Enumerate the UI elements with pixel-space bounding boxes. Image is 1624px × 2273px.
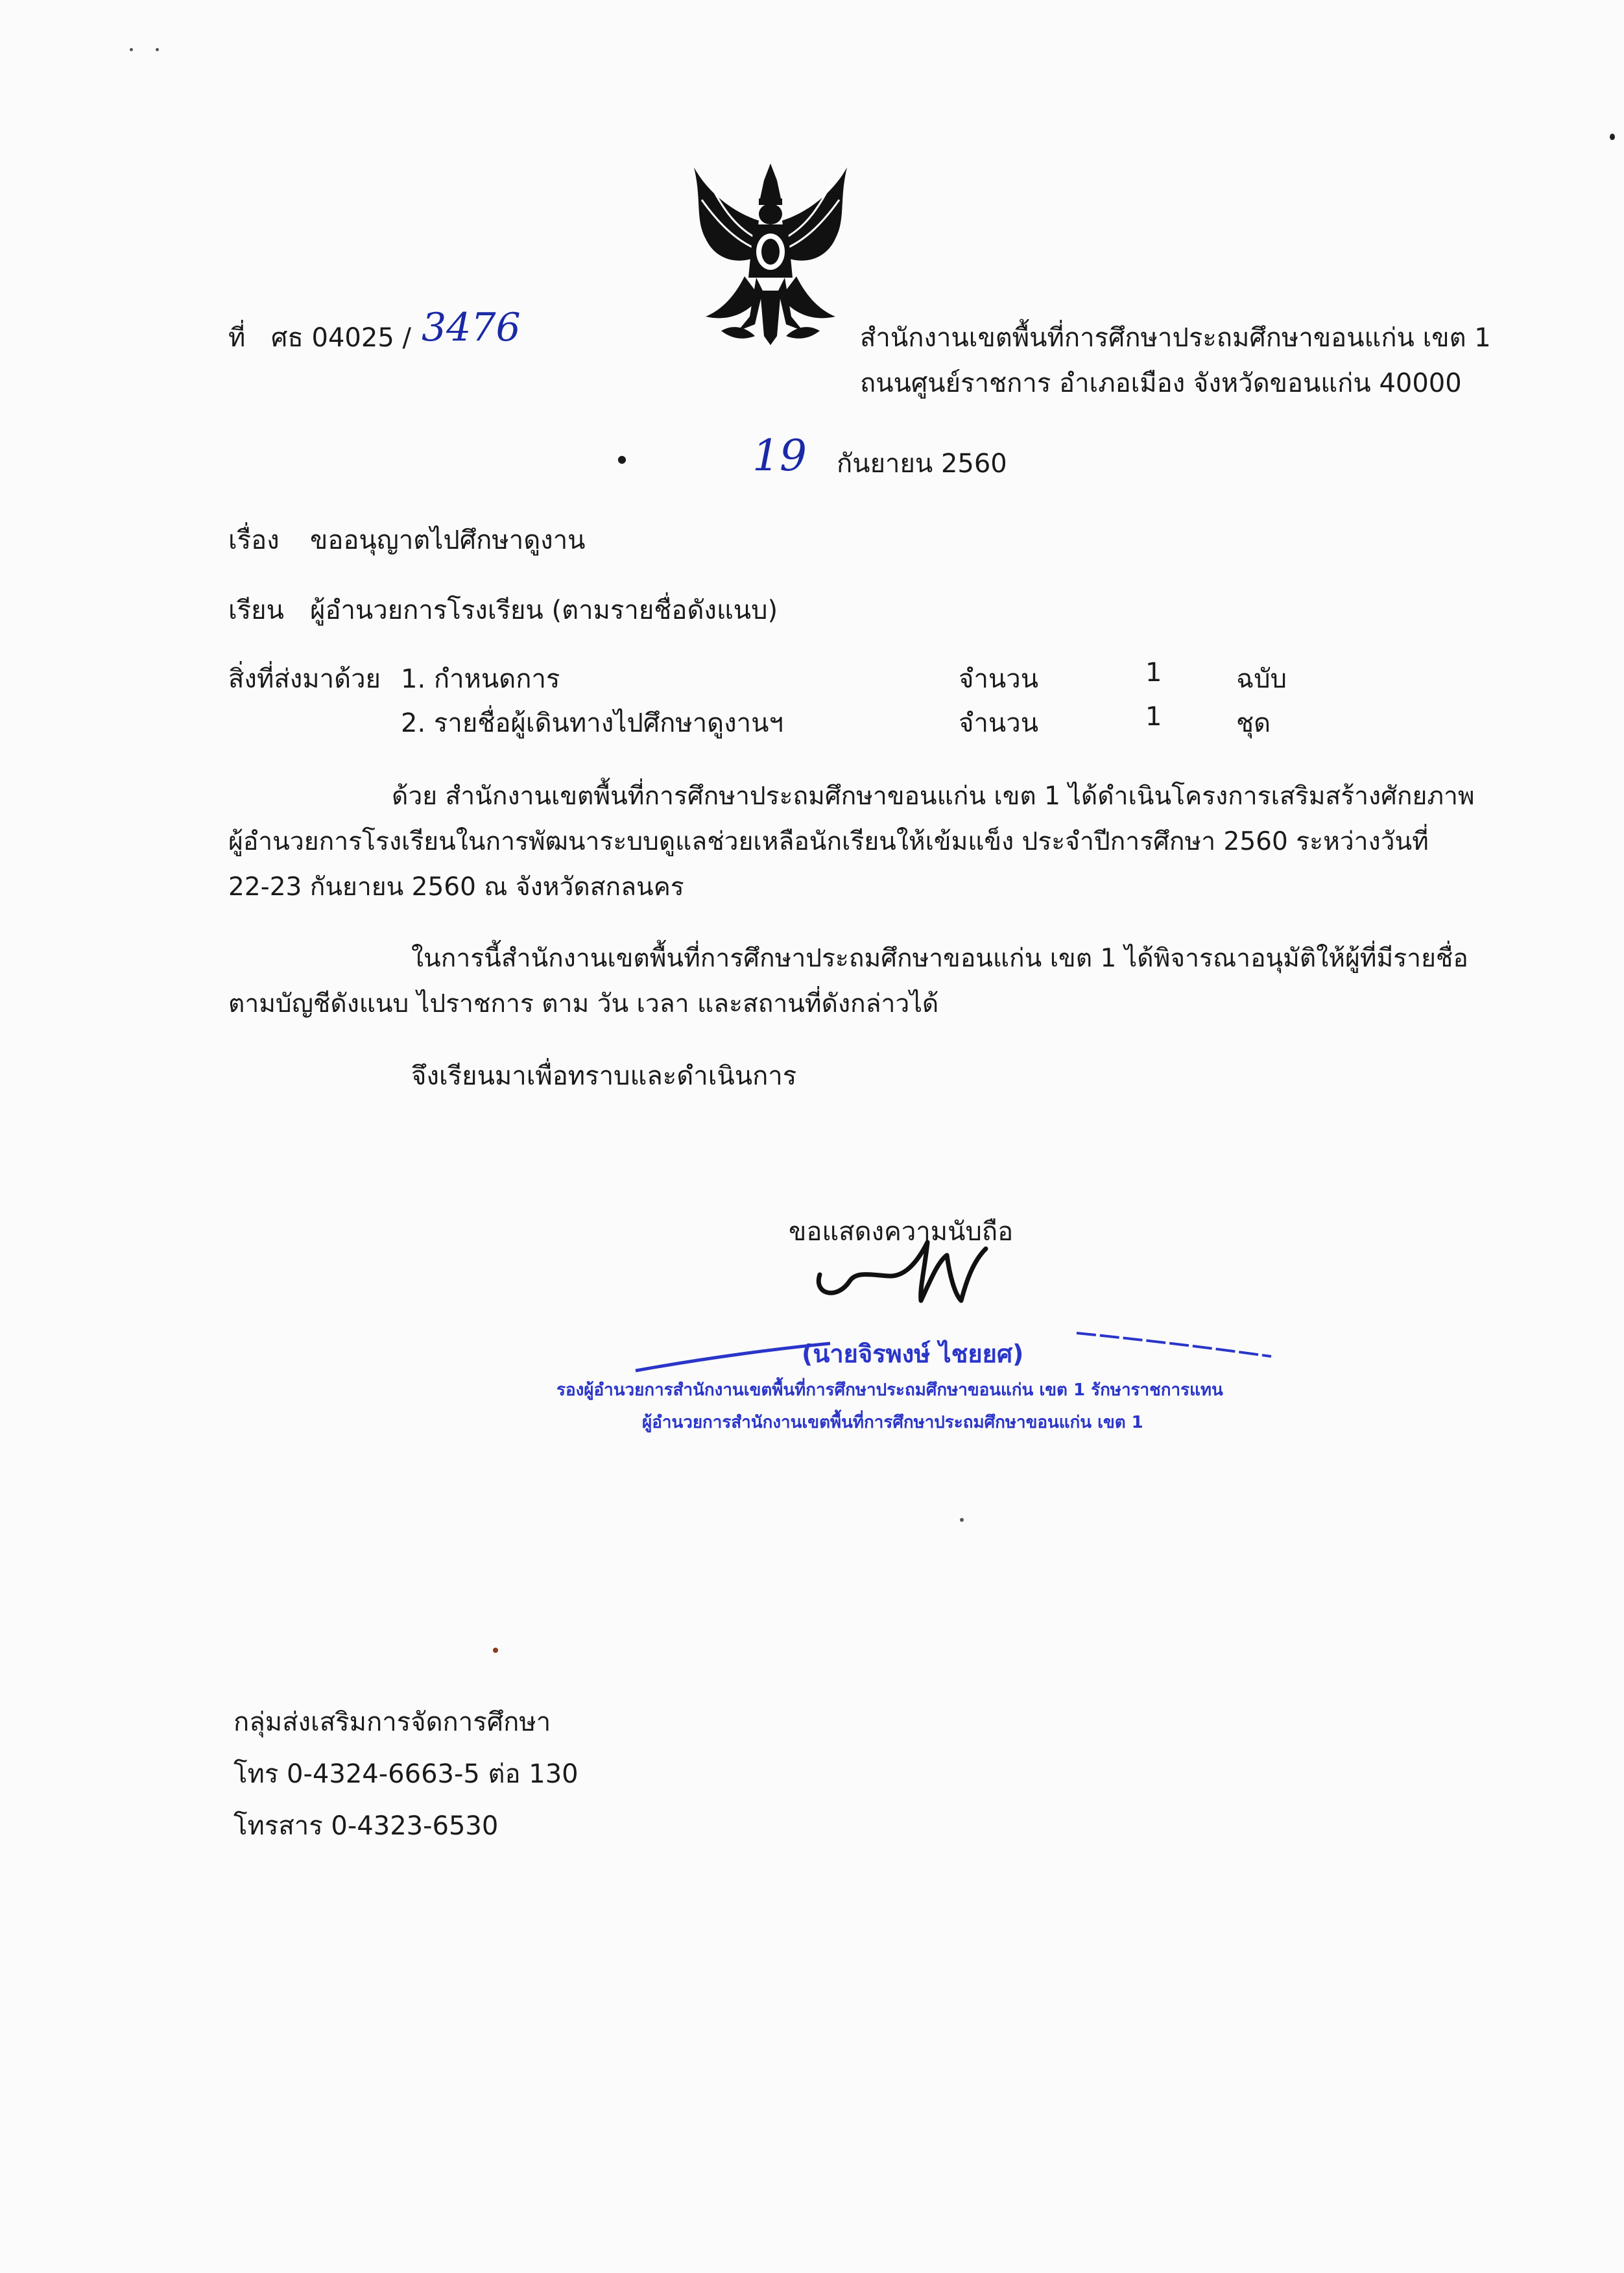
enclosure-item-qty-label: จำนวน bbox=[959, 664, 1039, 694]
scan-speck bbox=[130, 48, 133, 51]
fax-number: โทรสาร 0-4323-6530 bbox=[233, 1811, 499, 1841]
enclosure-item-name: 1. กำหนดการ bbox=[401, 664, 560, 694]
enclosure-item-unit: ชุด bbox=[1236, 708, 1271, 738]
subject-label: เรื่อง bbox=[228, 525, 280, 555]
body-paragraph-1-line: ด้วย สำนักงานเขตพื้นที่การศึกษาประถมศึกษาขอนแก่น เขต 1 ได้ดำเนินโครงการเสริมสร้างศักยภาพ bbox=[392, 782, 1475, 811]
enclosure-item-qty: 1 bbox=[1145, 658, 1162, 688]
scan-speck bbox=[960, 1518, 964, 1522]
subject-text: ขออนุญาตไปศึกษาดูงาน bbox=[310, 525, 586, 555]
phone-number: โทร 0-4324-6663-5 ต่อ 130 bbox=[233, 1759, 579, 1789]
signer-title: รองผู้อำนวยการสำนักงานเขตพื้นที่การศึกษาประถมศึกษาขอนแก่น เขต 1 รักษาราชการแทน bbox=[556, 1380, 1223, 1400]
scan-speck bbox=[1610, 134, 1615, 140]
garuda-emblem-icon bbox=[682, 161, 859, 348]
signer-name: (นายจิรพงษ์ ไชยยศ) bbox=[802, 1340, 1024, 1368]
department-name: กลุ่มส่งเสริมการจัดการศึกษา bbox=[233, 1707, 551, 1737]
reference-code: ศธ 04025 / bbox=[271, 323, 411, 353]
enclosure-item-name: 2. รายชื่อผู้เดินทางไปศึกษาดูงานฯ bbox=[401, 708, 783, 738]
body-paragraph-2-line: ตามบัญชีดังแนบ ไปราชการ ตาม วัน เวลา และสถานที่ดังกล่าวได้ bbox=[228, 989, 939, 1018]
salutation: ขอแสดงความนับถือ bbox=[789, 1217, 1014, 1247]
office-address: ถนนศูนย์ราชการ อำเภอเมือง จังหวัดขอนแก่น 40000 bbox=[860, 368, 1462, 398]
reference-label: ที่ bbox=[228, 323, 246, 353]
enclosure-item-qty-label: จำนวน bbox=[959, 708, 1039, 738]
body-paragraph-1-line: 22-23 กันยายน 2560 ณ จังหวัดสกลนคร bbox=[228, 872, 684, 902]
recipient-text: ผู้อำนวยการโรงเรียน (ตามรายชื่อดังแนบ) bbox=[310, 595, 778, 625]
signature-icon bbox=[811, 1236, 992, 1310]
office-name: สำนักงานเขตพื้นที่การศึกษาประถมศึกษาขอนแก่น เขต 1 bbox=[860, 323, 1491, 353]
reference-number-handwritten: 3476 bbox=[422, 305, 521, 350]
enclosures-label: สิ่งที่ส่งมาด้วย bbox=[228, 664, 381, 694]
scan-speck bbox=[493, 1648, 498, 1653]
scan-speck bbox=[156, 48, 159, 51]
recipient-label: เรียน bbox=[228, 595, 284, 625]
body-paragraph-2-line: ในการนี้สำนักงานเขตพื้นที่การศึกษาประถมศึกษาขอนแก่น เขต 1 ได้พิจารณาอนุมัติให้ผู้ที่มีรายชื่อ bbox=[411, 944, 1468, 973]
closing-request: จึงเรียนมาเพื่อทราบและดำเนินการ bbox=[411, 1061, 797, 1091]
signer-title: ผู้อำนวยการสำนักงานเขตพื้นที่การศึกษาประถมศึกษาขอนแก่น เขต 1 bbox=[642, 1413, 1143, 1432]
enclosure-item-unit: ฉบับ bbox=[1236, 664, 1287, 694]
body-paragraph-1-line: ผู้อำนวยการโรงเรียนในการพัฒนาระบบดูแลช่วยเหลือนักเรียนให้เข้มแข็ง ประจำปีการศึกษา 2560 ระหว่างวันที่ bbox=[228, 827, 1429, 856]
decorative-dot: ● bbox=[617, 453, 627, 465]
date-day-handwritten: 19 bbox=[752, 431, 807, 481]
date-month-year: กันยายน 2560 bbox=[837, 449, 1007, 479]
enclosure-item-qty: 1 bbox=[1145, 702, 1162, 732]
